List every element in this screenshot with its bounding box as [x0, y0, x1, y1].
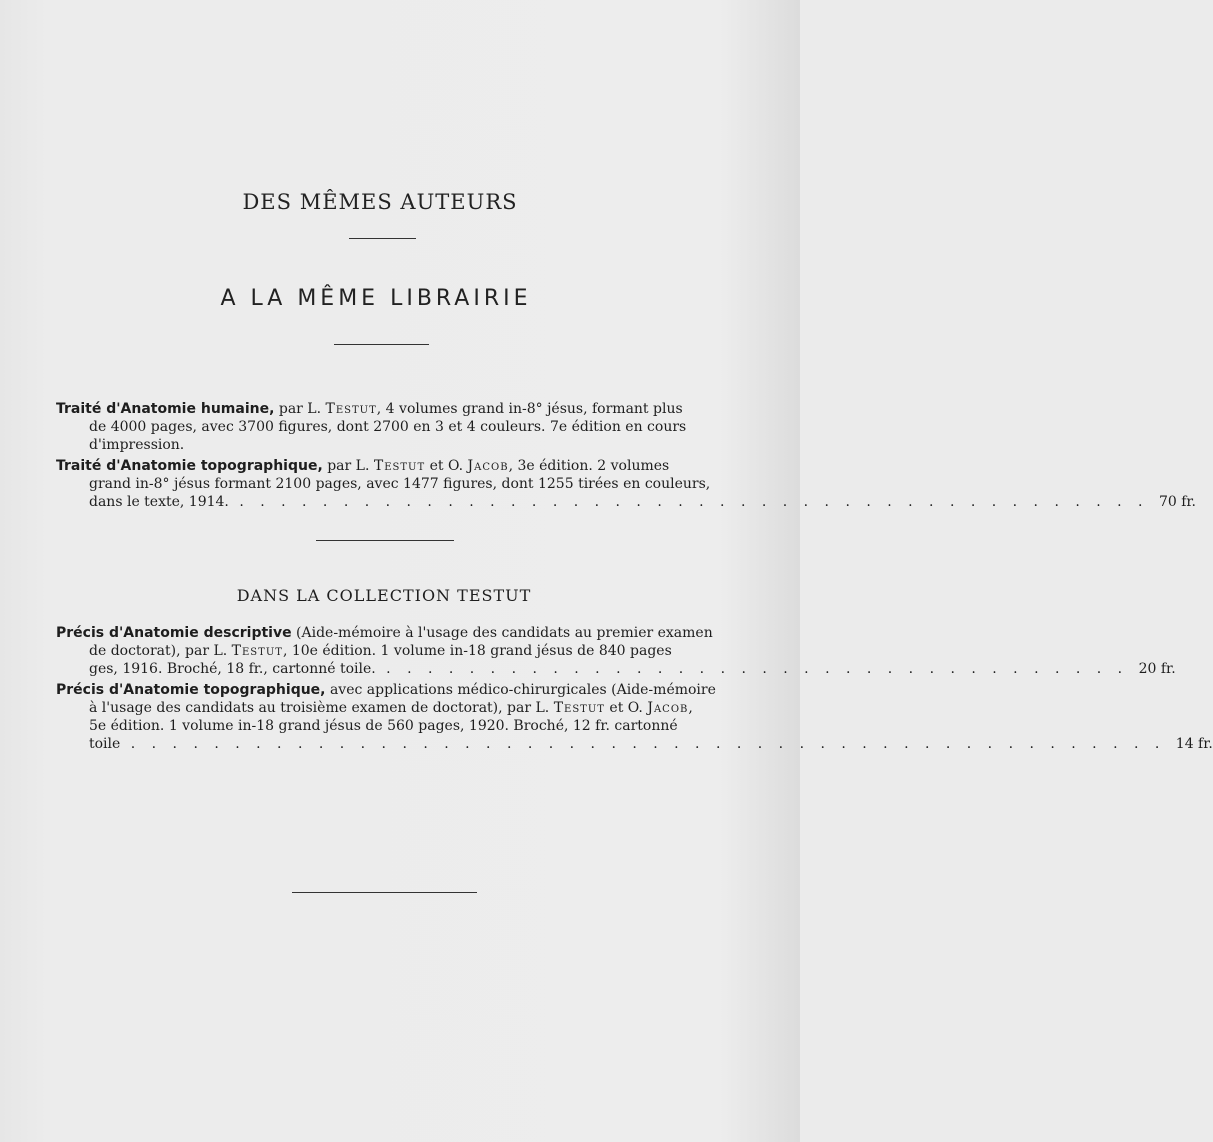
page-subtitle: A LA MÊME LIBRAIRIE	[220, 286, 532, 311]
author-name: Jacob	[467, 458, 509, 474]
author-name: Testut	[553, 700, 605, 716]
author-name: Testut	[373, 458, 426, 474]
book-title: Précis d'Anatomie topographique,	[56, 682, 326, 698]
book-entry-anatomie-topographique: Traité d'Anatomie topographique, par L. Testut et O. Jacob, 3e édition. 2 volumes grand in-8° jésus formant 2100 pages, avec 1477 figures, dont 1255 tirées en couleurs, dans le texte, 1914. . . . . . . . . . . . . . . . . . . . . . . . . . . . . . . . . . . . . . . . . . . . . 70 fr.	[56, 458, 1197, 510]
book-title: Précis d'Anatomie descriptive	[56, 625, 292, 641]
title-divider	[349, 238, 416, 239]
author-name: Jacob	[647, 700, 689, 716]
subtitle-divider	[334, 344, 429, 345]
price: 70 fr.	[1158, 494, 1197, 510]
price: 14 fr.	[1175, 736, 1213, 752]
book-title: Traité d'Anatomie topographique,	[56, 458, 323, 474]
dot-leader: . . . . . . . . . . . . . . . . . . . . . . . . . . . . . . . . . . . . . . . . . . . .	[239, 494, 1149, 510]
book-title: Traité d'Anatomie humaine,	[56, 401, 275, 417]
dot-leader: . . . . . . . . . . . . . . . . . . . . . . . . . . . . . . . . . . . .	[386, 661, 1129, 677]
author-name: Testut	[231, 643, 283, 659]
book-entry-precis-descriptive: Précis d'Anatomie descriptive (Aide-mémoire à l'usage des candidats au premier examen de doctorat), par L. Testut, 10e édition. 1 volume in-18 grand jésus de 840 pages ges, 1916. Broché, 18 fr., cartonné toile. . . . . . . . . . . . . . . . . . . . . . . . . . . . . . . . . . . . . 20 fr.	[56, 625, 1176, 677]
end-divider	[292, 892, 477, 893]
dot-leader: . . . . . . . . . . . . . . . . . . . . . . . . . . . . . . . . . . . . . . . . . . . . . . . . . .	[130, 736, 1166, 752]
page-title: DES MÊMES AUTEURS	[242, 190, 518, 214]
author-name: Testut	[325, 401, 377, 417]
book-entry-precis-topographique: Précis d'Anatomie topographique, avec applications médico-chirurgicales (Aide-mémoire à l'usage des candidats au troisième examen de doctorat), par L. Testut et O. Jacob, 5e édition. 1 volume in-18 grand jésus de 560 pages, 1920. Broché, 12 fr. cartonné toile . . . . . . . . . . . . . . . . . . . . . . . . . . . . . . . . . . . . . . . . . . . . . . . . . . 14 fr.	[56, 682, 1213, 752]
price: 20 fr.	[1138, 661, 1176, 677]
book-entry-anatomie-humaine: Traité d'Anatomie humaine, par L. Testut, 4 volumes grand in-8° jésus, formant plus de 4000 pages, avec 3700 figures, dont 2700 en 3 et 4 couleurs. 7e édition en cours d'impression.	[56, 401, 687, 453]
section-heading: DANS LA COLLECTION TESTUT	[236, 586, 532, 605]
section-divider	[316, 540, 454, 541]
